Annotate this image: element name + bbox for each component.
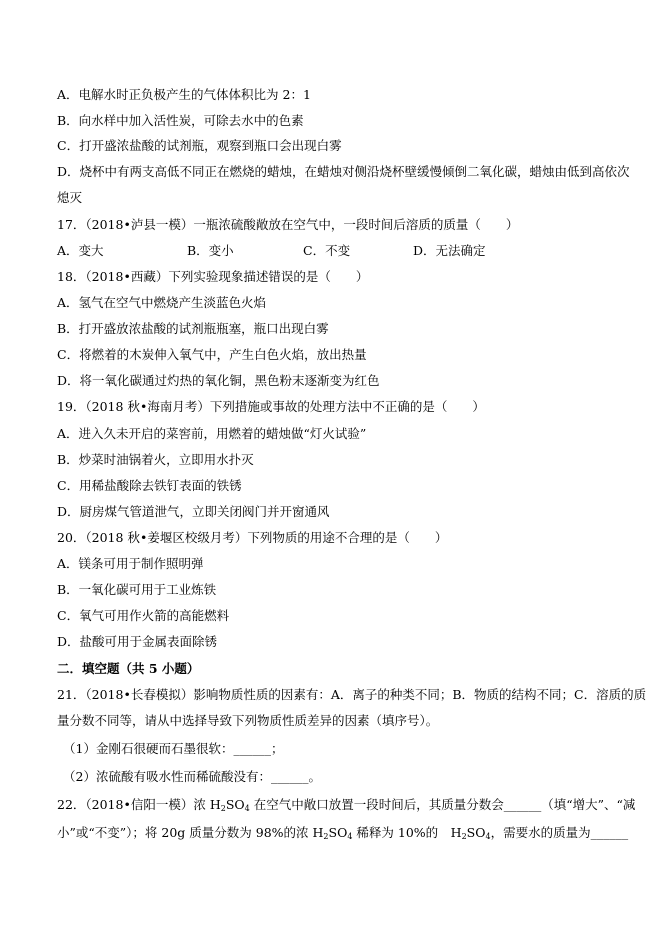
q17-stem: 17．（2018•泸县一模）一瓶浓硫酸敞放在空气中，一段时间后溶质的质量（ ） [57, 217, 519, 232]
q19-stem: 19．（2018 秋•海南月考）下列措施或事故的处理方法中不正确的是（ ） [57, 399, 485, 414]
q19-option-d: D．厨房煤气管道泄气，立即关闭阀门并开窗通风 [57, 504, 330, 519]
q18-stem: 18．（2018•西藏）下列实验现象描述错误的是（ ） [57, 269, 369, 284]
q19-option-a: A．进入久未开启的菜窖前，用燃着的蜡烛做“灯火试验” [57, 426, 367, 441]
q22-sub-4c: 4 [485, 832, 491, 841]
q17-option-b: B．变小 [187, 243, 234, 258]
q22-sub-4b: 4 [347, 832, 353, 841]
q22-so: SO [225, 797, 245, 812]
q22-sub-2c: 2 [461, 832, 467, 841]
q22-text-1b: 在空气中敞口放置一段时间后，其质量分数会______（填“增大”、“减 [249, 797, 636, 812]
q22-stem-line1 [57, 796, 635, 814]
q21-stem-line1: 21．（2018•长春模拟）影响物质性质的因素有：A．离子的种类不同；B．物质的结构不同；C．溶质的质 [57, 687, 647, 702]
q16-option-a: A．电解水时正负极产生的气体体积比为 2：1 [57, 87, 311, 102]
q16-option-c: C．打开盛浓盐酸的试剂瓶，观察到瓶口会出现白雾 [57, 138, 342, 153]
q18-option-a: A．氢气在空气中燃烧产生淡蓝色火焰 [57, 295, 267, 310]
q22-so-b: SO [328, 825, 348, 840]
q18-option-d: D．将一氧化碳通过灼热的氧化铜，黑色粉末逐渐变为红色 [57, 373, 380, 388]
q21-part-2: （2）浓硫酸有吸水性而稀硫酸没有：______。 [63, 769, 321, 784]
q22-text-1a: 22．（2018•信阳一模）浓 H [57, 797, 221, 812]
q16-option-d-line1: D．烧杯中有两支高低不同正在燃烧的蜡烛，在蜡烛对侧沿烧杯壁缓慢倾倒二氧化碳，蜡烛由低到高依次 [57, 164, 630, 179]
section-heading: 二．填空题（共 5 小题） [57, 661, 200, 676]
q22-stem-line2 [57, 824, 628, 842]
q22-sub-4: 4 [244, 804, 250, 813]
q19-option-c: C．用稀盐酸除去铁钉表面的铁锈 [57, 478, 242, 493]
q20-stem: 20．（2018 秋•姜堰区校级月考）下列物质的用途不合理的是（ ） [57, 530, 448, 545]
q22-so-c: SO [466, 825, 486, 840]
q20-option-d: D．盐酸可用于金属表面除锈 [57, 634, 218, 649]
q18-option-b: B．打开盛放浓盐酸的试剂瓶瓶塞，瓶口出现白雾 [57, 321, 329, 336]
q17-option-a: A．变大 [57, 243, 104, 258]
q18-option-c: C．将燃着的木炭伸入氧气中，产生白色火焰，放出热量 [57, 347, 367, 362]
q22-text-2c: ，需要水的质量为______ [490, 825, 629, 840]
q22-sub-2: 2 [220, 804, 226, 813]
q19-option-b: B．炒菜时油锅着火，立即用水扑灭 [57, 452, 254, 467]
q17-options-row [57, 242, 617, 260]
q16-option-b: B．向水样中加入活性炭，可除去水中的色素 [57, 113, 304, 128]
q17-option-c: C．不变 [303, 243, 351, 258]
q20-option-c: C．氧气可用作火箭的高能燃料 [57, 608, 230, 623]
q21-stem-line2: 量分数不同等，请从中选择导致下列物质性质差异的因素（填序号）。 [57, 713, 439, 728]
q17-option-d: D．无法确定 [413, 243, 486, 258]
q20-option-a: A．镁条可用于制作照明弹 [57, 556, 204, 571]
q21-part-1: （1）金刚石很硬而石墨很软：______； [63, 741, 284, 756]
q22-text-2b: 稀释为 10%的 H [352, 825, 462, 840]
q16-option-d-line2: 熄灭 [57, 190, 83, 205]
q22-text-2a: 小”或“不变”）；将 20g 质量分数为 98%的浓 H [57, 825, 324, 840]
q22-sub-2b: 2 [323, 832, 329, 841]
q20-option-b: B．一氧化碳可用于工业炼铁 [57, 582, 217, 597]
